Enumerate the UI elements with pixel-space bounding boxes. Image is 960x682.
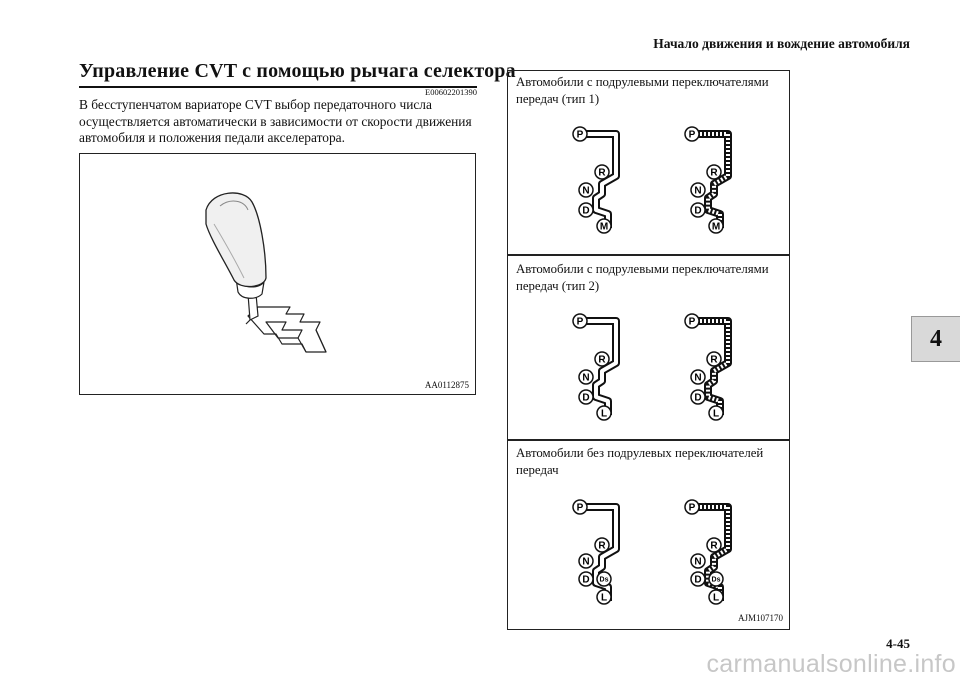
shift-label: Ds [711, 576, 721, 584]
shift-label: L [600, 408, 608, 420]
gear-selector-lever-illustration [80, 154, 475, 394]
shift-label: N [582, 372, 590, 384]
shift-label: M [599, 221, 609, 233]
shift-pattern-type3-left [568, 497, 638, 607]
chapter-tab [911, 316, 960, 362]
shift-label: P [688, 502, 696, 514]
shift-label: P [576, 502, 584, 514]
panel-divider [508, 439, 789, 441]
shift-pattern-type1-left [568, 124, 638, 234]
shift-label: L [712, 408, 720, 420]
watermark: carmanualsonline.info [706, 650, 956, 678]
shift-pattern-type2-left [568, 311, 638, 421]
shift-label: L [712, 592, 720, 604]
shift-pattern-type3-right [680, 497, 750, 607]
shift-label: L [600, 592, 608, 604]
body-paragraph: В бесступенчатом вариаторе CVT выбор передаточного числа осуществляется автоматически в зависимости от скорости движения автомобиля и положения педали акселератора. [79, 97, 472, 146]
shift-label: D [694, 574, 702, 586]
section-code: E00602201390 [425, 87, 477, 97]
group-3-caption: Автомобили без подрулевых переключателей передач [516, 446, 764, 477]
shift-label: N [694, 372, 702, 384]
panel-divider [508, 254, 789, 256]
figure-code: AA0112875 [424, 380, 469, 390]
shift-label: R [598, 167, 606, 179]
shift-label: R [710, 540, 718, 552]
shift-label: D [582, 574, 590, 586]
shift-label: Ds [599, 576, 609, 584]
shift-label: R [710, 354, 718, 366]
shift-label: M [711, 221, 721, 233]
shift-label: R [598, 354, 606, 366]
group-2-caption: Автомобили с подрулевыми переключателями передач (тип 2) [516, 262, 769, 293]
shift-label: P [576, 316, 584, 328]
chapter-header: Начало движения и вождение автомобиля [653, 36, 910, 51]
shift-pattern-type2-right [680, 311, 750, 421]
section-title: Управление CVT с помощью рычага селектора [79, 60, 516, 82]
shift-label: P [688, 129, 696, 141]
shift-label: D [582, 205, 590, 217]
shift-label: N [582, 556, 590, 568]
shift-label: N [694, 556, 702, 568]
shift-label: D [582, 392, 590, 404]
figure-code: AJM107170 [737, 613, 783, 623]
shift-pattern-type1-right [680, 124, 750, 234]
shift-label: D [694, 205, 702, 217]
shift-label: N [694, 185, 702, 197]
shift-label: P [576, 129, 584, 141]
chapter-tab-number: 4 [930, 325, 942, 352]
shift-pattern-panel [507, 70, 790, 630]
lever-figure [79, 153, 476, 395]
group-1-caption: Автомобили с подрулевыми переключателями передач (тип 1) [516, 75, 769, 106]
shift-label: N [582, 185, 590, 197]
shift-label: R [710, 167, 718, 179]
page-number: 4-45 [886, 636, 910, 651]
shift-label: P [688, 316, 696, 328]
shift-label: D [694, 392, 702, 404]
shift-label: R [598, 540, 606, 552]
